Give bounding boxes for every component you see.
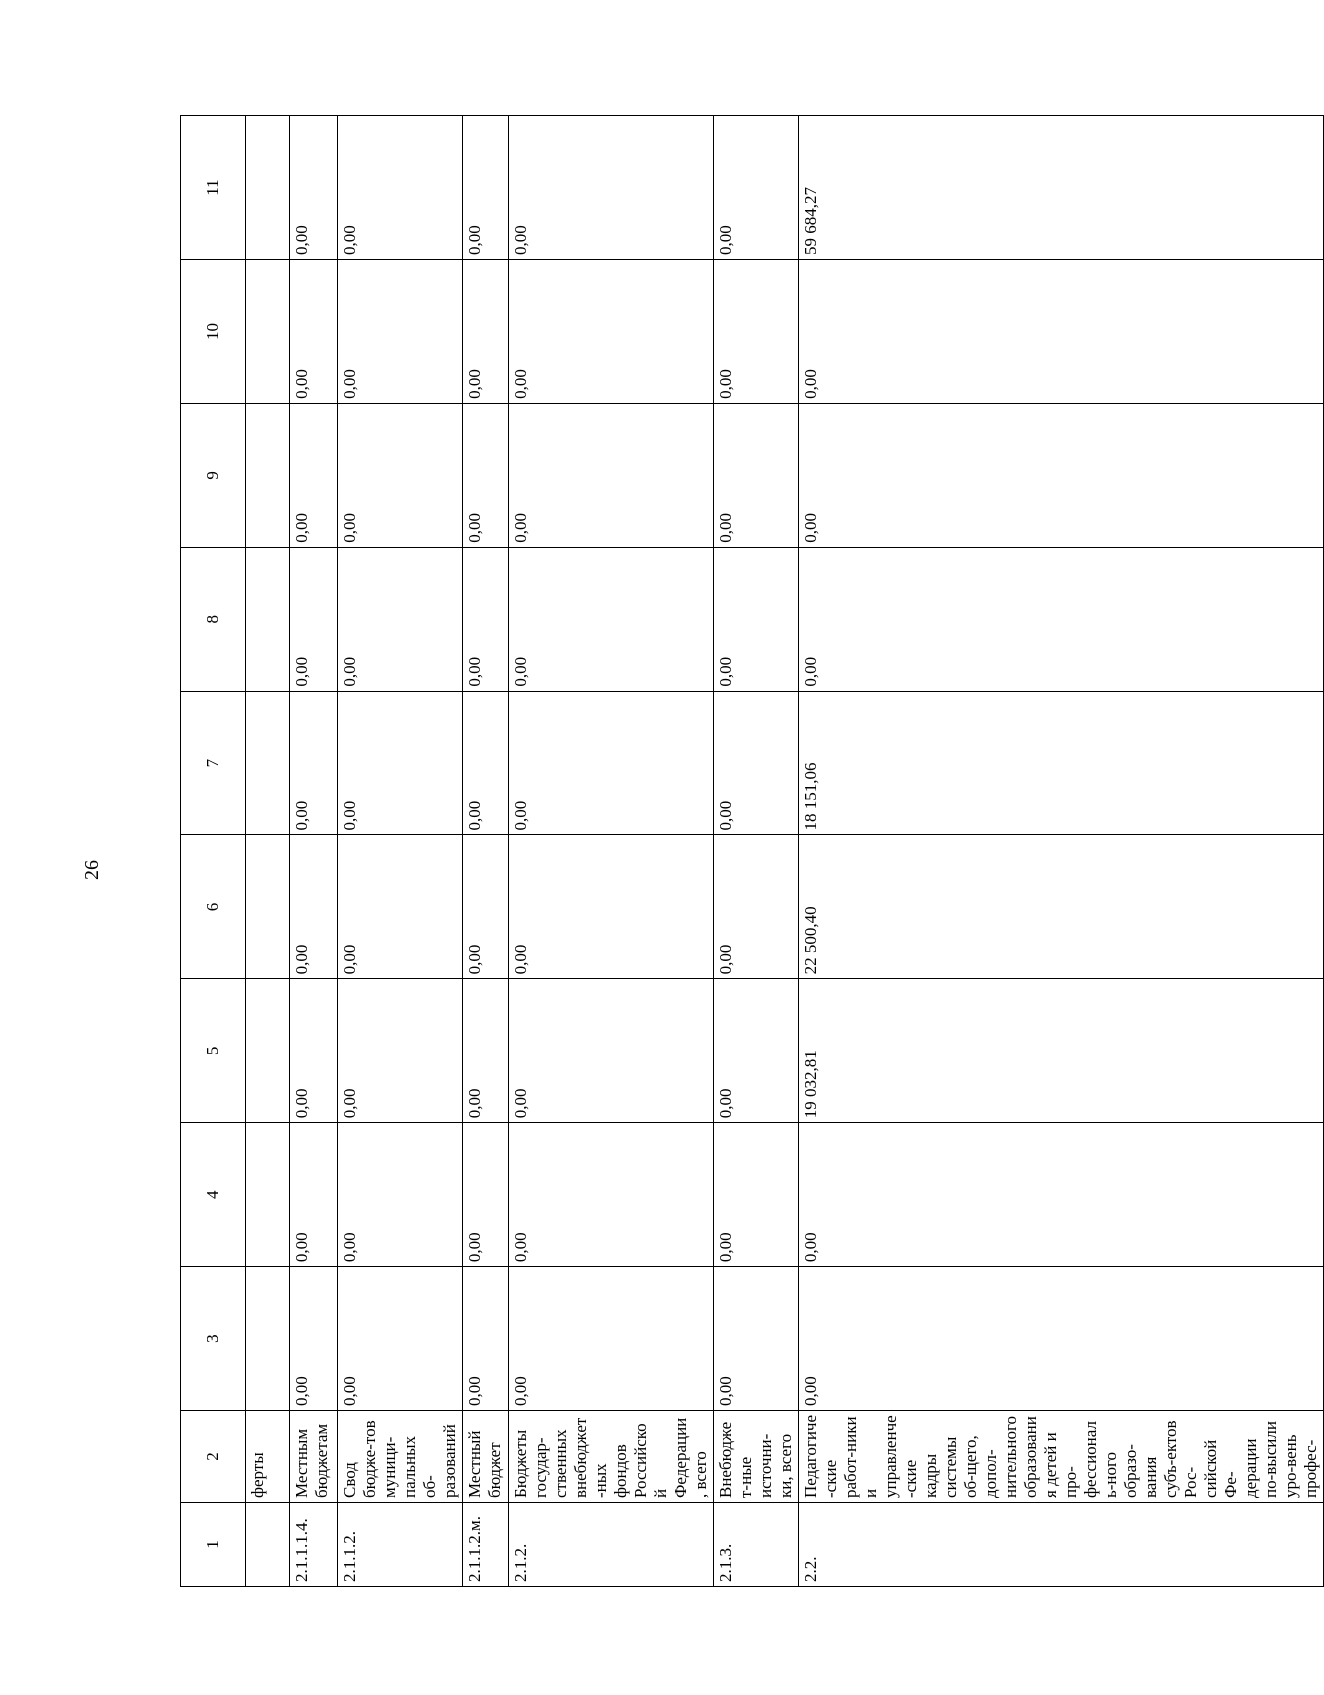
value-cell: 0,00: [714, 547, 799, 691]
value-cell: 0,00: [290, 979, 338, 1123]
row-code: 2.1.2.: [509, 1503, 714, 1587]
value-cell: [246, 979, 290, 1123]
value-cell: [246, 691, 290, 835]
value-cell: 22 500,40: [799, 835, 1324, 979]
header-cell: 1: [181, 1503, 246, 1587]
value-cell: 0,00: [338, 260, 463, 404]
value-cell: 0,00: [509, 1123, 714, 1267]
value-cell: 0,00: [290, 260, 338, 404]
value-cell: 0,00: [714, 691, 799, 835]
value-cell: 0,00: [290, 691, 338, 835]
header-cell: 10: [181, 260, 246, 404]
value-cell: 0,00: [714, 260, 799, 404]
value-cell: [246, 1123, 290, 1267]
value-cell: 0,00: [509, 403, 714, 547]
value-cell: 59 684,27: [799, 116, 1324, 260]
value-cell: 0,00: [290, 1267, 338, 1411]
value-cell: 18 151,06: [799, 691, 1324, 835]
value-cell: 0,00: [799, 260, 1324, 404]
value-cell: 0,00: [463, 547, 509, 691]
row-name: Свод бюдже-тов муници-пальных об-разований: [338, 1411, 463, 1503]
row-name: Педагогиче-ские работ-ники и управленче-ские кадры системы об-щего, допол-нительного образования детей и про-фессиональ-ного образо-вания субъ-ектов Рос-сийской Фе-дерации по-высили уро-вень профес-: [799, 1411, 1324, 1503]
value-cell: 0,00: [463, 403, 509, 547]
header-cell: 8: [181, 547, 246, 691]
header-cell: 7: [181, 691, 246, 835]
value-cell: 0,00: [463, 835, 509, 979]
value-cell: 0,00: [290, 403, 338, 547]
value-cell: 0,00: [509, 116, 714, 260]
value-cell: 0,00: [714, 979, 799, 1123]
header-cell: 5: [181, 979, 246, 1123]
row-name: Местный бюджет: [463, 1411, 509, 1503]
value-cell: 0,00: [290, 835, 338, 979]
value-cell: [246, 547, 290, 691]
value-cell: 0,00: [509, 547, 714, 691]
value-cell: 0,00: [338, 1267, 463, 1411]
value-cell: [246, 1267, 290, 1411]
header-cell: 4: [181, 1123, 246, 1267]
budget-table-container: [180, 115, 1320, 1587]
value-cell: 0,00: [509, 260, 714, 404]
value-cell: 0,00: [290, 116, 338, 260]
row-code: 2.2.: [799, 1503, 1324, 1587]
row-name: Бюджеты государ-ственных внебюджет-ных фондов Российской Федерации, всего: [509, 1411, 714, 1503]
value-cell: 0,00: [290, 1123, 338, 1267]
value-cell: 19 032,81: [799, 979, 1324, 1123]
value-cell: 0,00: [714, 1123, 799, 1267]
value-cell: 0,00: [463, 260, 509, 404]
header-cell: 2: [181, 1411, 246, 1503]
value-cell: 0,00: [714, 403, 799, 547]
row-name: Внебюджет-ные источни-ки, всего: [714, 1411, 799, 1503]
value-cell: 0,00: [463, 979, 509, 1123]
row-code: 2.1.1.2.: [338, 1503, 463, 1587]
value-cell: [246, 403, 290, 547]
table-row: [509, 116, 714, 1587]
value-cell: 0,00: [799, 403, 1324, 547]
table-row: [246, 116, 290, 1587]
value-cell: 0,00: [338, 979, 463, 1123]
header-cell: 6: [181, 835, 246, 979]
value-cell: 0,00: [463, 116, 509, 260]
header-cell: 9: [181, 403, 246, 547]
budget-table: [180, 115, 1324, 1587]
header-cell: 3: [181, 1267, 246, 1411]
value-cell: 0,00: [509, 691, 714, 835]
value-cell: 0,00: [290, 547, 338, 691]
value-cell: 0,00: [463, 691, 509, 835]
table-row: [714, 116, 799, 1587]
value-cell: 0,00: [714, 835, 799, 979]
value-cell: [246, 260, 290, 404]
row-name: ферты: [246, 1411, 290, 1503]
value-cell: 0,00: [799, 1267, 1324, 1411]
row-code: 2.1.1.2.м.: [463, 1503, 509, 1587]
table-row: [338, 116, 463, 1587]
table-row: [290, 116, 338, 1587]
value-cell: 0,00: [338, 403, 463, 547]
row-code: 2.1.1.1.4.: [290, 1503, 338, 1587]
row-code: 2.1.3.: [714, 1503, 799, 1587]
value-cell: 0,00: [799, 547, 1324, 691]
value-cell: 0,00: [338, 691, 463, 835]
row-name: Местным бюджетам: [290, 1411, 338, 1503]
table-row: [463, 116, 509, 1587]
value-cell: 0,00: [714, 1267, 799, 1411]
value-cell: 0,00: [463, 1123, 509, 1267]
value-cell: 0,00: [509, 835, 714, 979]
value-cell: 0,00: [509, 979, 714, 1123]
header-row: [181, 116, 246, 1587]
value-cell: 0,00: [338, 116, 463, 260]
value-cell: 0,00: [338, 547, 463, 691]
value-cell: 0,00: [463, 1267, 509, 1411]
value-cell: 0,00: [714, 116, 799, 260]
table-row: [799, 116, 1324, 1587]
value-cell: 0,00: [799, 1123, 1324, 1267]
page-number: 26: [81, 860, 103, 880]
header-cell: 11: [181, 116, 246, 260]
value-cell: [246, 116, 290, 260]
row-code: [246, 1503, 290, 1587]
value-cell: 0,00: [338, 1123, 463, 1267]
value-cell: 0,00: [338, 835, 463, 979]
value-cell: 0,00: [509, 1267, 714, 1411]
value-cell: [246, 835, 290, 979]
